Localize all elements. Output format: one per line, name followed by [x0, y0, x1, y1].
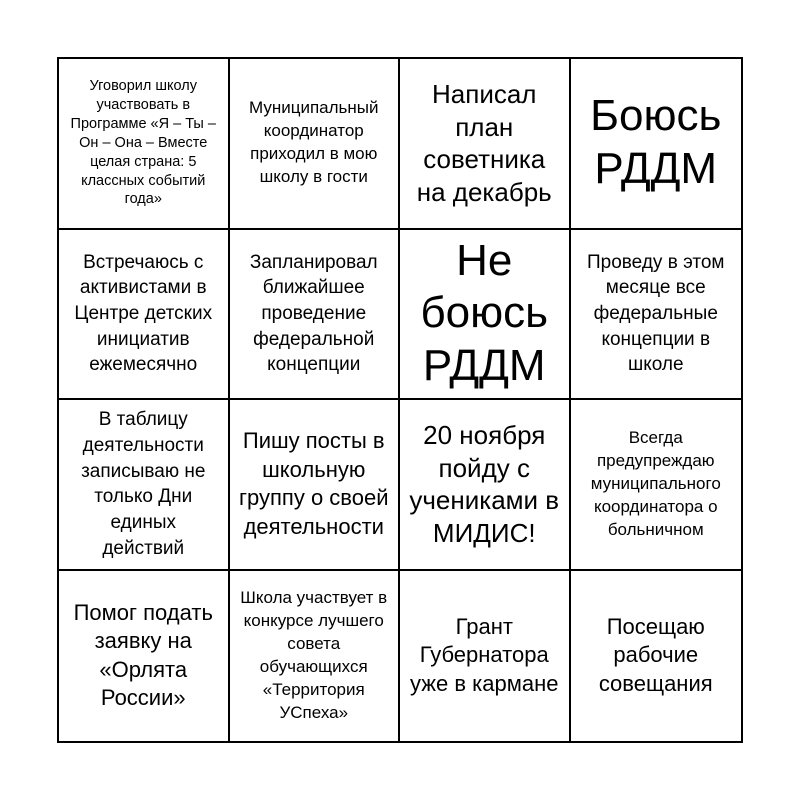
bingo-cell-text: 20 ноября пойду с учениками в МИДИС!	[409, 420, 560, 548]
bingo-cell-text: Школа участвует в конкурсе лучшего совета обучающихся «Территория УСпеха»	[240, 587, 388, 722]
bingo-cell[interactable]	[571, 230, 742, 401]
bingo-cell-text: Помог подать заявку на «Орлята России»	[73, 599, 213, 711]
bingo-cell[interactable]	[59, 230, 230, 401]
bingo-cell[interactable]	[59, 400, 230, 571]
bingo-cell[interactable]	[571, 400, 742, 571]
bingo-cell-text: Всегда предупреждаю муниципального координатора о больничном	[590, 427, 721, 539]
bingo-cell-text: Посещаю рабочие совещания	[598, 613, 713, 697]
bingo-cell[interactable]	[59, 571, 230, 742]
bingo-cell-text: Боюсь РДДМ	[590, 91, 722, 194]
bingo-cell[interactable]	[59, 59, 230, 230]
bingo-board	[57, 57, 743, 743]
bingo-cell-text: Пишу посты в школьную группу о своей деятельности	[239, 428, 389, 539]
bingo-cell[interactable]	[400, 571, 571, 742]
bingo-cell[interactable]	[400, 400, 571, 571]
bingo-cell-text: Муниципальный координатор приходил в мою школу в гости	[248, 98, 379, 187]
bingo-cell[interactable]	[400, 230, 571, 401]
bingo-cell[interactable]	[400, 59, 571, 230]
bingo-cell-text: Уговорил школу участвовать в Программе «Я – Ты – Он – Она – Вместе целая страна: 5 классных событий года»	[70, 78, 216, 208]
bingo-cell-text: Проведу в этом месяце все федеральные концепции в школе	[587, 251, 725, 376]
bingo-cell[interactable]	[571, 59, 742, 230]
bingo-cell-text: В таблицу деятельности записываю не только Дни единых действий	[81, 409, 206, 559]
bingo-cell-text: Написал план советника на декабрь	[416, 79, 552, 207]
bingo-cell-text: Не боюсь РДДМ	[420, 235, 549, 391]
bingo-cell[interactable]	[230, 59, 401, 230]
bingo-cell[interactable]	[571, 571, 742, 742]
bingo-cell-text: Запланировал ближайшее проведение федеральной концепции	[249, 251, 378, 376]
bingo-cell[interactable]	[230, 571, 401, 742]
bingo-cell-text: Грант Губернатора уже в кармане	[410, 613, 559, 697]
bingo-cell-text: Встречаюсь с активистами в Центре детских инициатив ежемесячно	[74, 251, 213, 376]
bingo-cell[interactable]	[230, 400, 401, 571]
bingo-cell[interactable]	[230, 230, 401, 401]
